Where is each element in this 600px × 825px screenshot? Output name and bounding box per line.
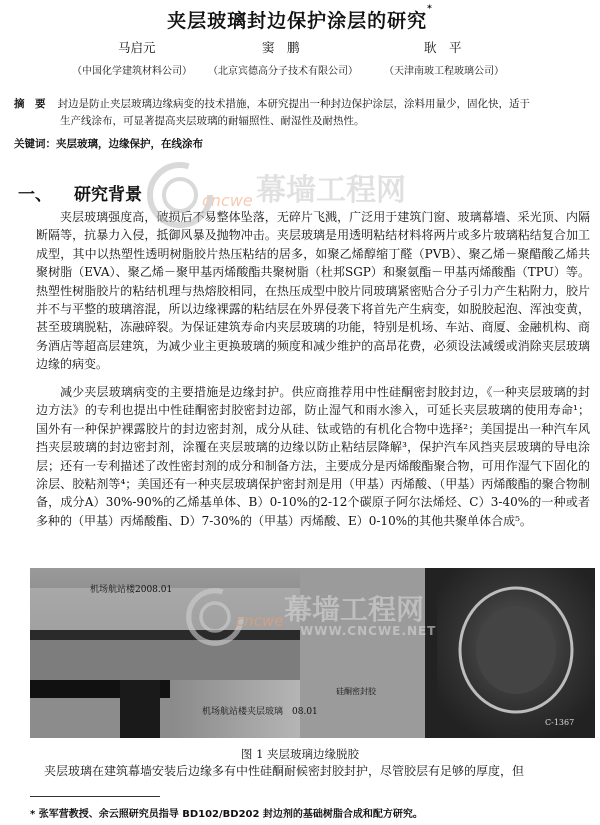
affiliation-1: （中国化学建筑材料公司） xyxy=(72,66,192,77)
watermark-brand: 幕墙工程网 xyxy=(256,173,406,208)
paragraph-3: 夹层玻璃在建筑幕墙安装后边缘多有中性硅酮耐候密封胶封护，尽管胶层有足够的厚度，但 xyxy=(44,764,525,778)
photo-3 xyxy=(300,568,595,738)
photo-2-label-b: 机场航站楼夹层玻璃 08.01 xyxy=(202,707,318,717)
watermark-logo-text: cncwe xyxy=(202,191,253,210)
keywords xyxy=(14,136,203,151)
keywords-text: 夹层玻璃，边缘保护，在线涂布 xyxy=(56,138,203,150)
watermark-logo-text-2: cncwe xyxy=(236,612,284,630)
author-3: 耿 平 xyxy=(424,40,462,55)
paper-title xyxy=(0,6,600,33)
watermark-brand-2: 幕墙工程网 xyxy=(284,593,425,626)
photo-3-label: C-1367 xyxy=(545,718,575,727)
section-number: 一、 xyxy=(18,185,52,205)
abstract-label: 摘 要 xyxy=(14,98,46,110)
abstract xyxy=(14,96,586,130)
abstract-line-2: 生产线涂布，可显著提高夹层玻璃的耐辐照性、耐湿性及耐热性。 xyxy=(60,115,365,127)
photo-2-label-a: 硅酮密封胶 xyxy=(336,687,376,696)
affiliation-2: （北京宾德高分子技术有限公司） xyxy=(208,66,358,77)
paragraph-1: 夹层玻璃强度高，破损后不易整体坠落，无碎片飞溅，广泛用于建筑门窗、玻璃幕墙、采光顶、内隔断隔等，抗暴力入侵，抵御风暴及抛物冲击。夹层玻璃是用透明粘结材料将两片或多片玻璃粘结复合加工成型，其中以热塑性透明树脂胶片热压粘结的居多，如聚乙烯醇缩丁醛（PVB）、聚乙烯－聚醋酸乙烯共聚树脂（EVA）、聚乙烯－聚甲基丙烯酸酯共聚树脂（杜邦SGP）和聚氨酯－甲基丙烯酸酯（TPU）等。热塑性树脂胶片的粘结机理与热熔胶相同，在热压成型中胶片同玻璃紧密贴合分子引力产生粘附力，胶片并不与平整的玻璃溶混，所以边缘裸露的粘结层在外界侵袭下将首先产生病变，如脱胶起泡、浑浊变黄，甚至玻璃脱粘，冻融碎裂。为保证建筑寿命内夹层玻璃的功能，特别是机场、车站、商厦、金融机构、商务酒店等超高层建筑，为减少业主更换玻璃的频度和减少维护的高昂花费，必须设法减缓或消除夹层玻璃边缘的病变。 xyxy=(36,210,590,372)
affiliation-3: （天津南玻工程玻璃公司） xyxy=(384,66,504,77)
figure-caption: 图 1 夹层玻璃边缘脱胶 xyxy=(240,747,360,761)
author-2: 窦 鹏 xyxy=(262,40,300,55)
abstract-line-1: 封边是防止夹层玻璃边缘病变的技术措施，本研究提出一种封边保护涂层，涂料用量少，固化快，适于 xyxy=(57,98,530,110)
section-heading xyxy=(18,180,142,205)
figure-photos xyxy=(30,568,595,738)
title-text: 夹层玻璃封边保护涂层的研究 xyxy=(167,10,428,32)
author-1: 马启元 xyxy=(118,40,156,55)
section-title: 研究背景 xyxy=(74,185,142,205)
paragraph-2: 减少夹层玻璃病变的主要措施是边缘封护。供应商推荐用中性硅酮密封胶封边，《一种夹层玻璃的封边方法》的专利也提出中性硅酮密封胶密封边部，防止湿气和雨水渗入，可延长夹层玻璃的使用寿命¹；国外有一种保护裸露胶片的封边密封剂，成分从硅、钛或锆的有机化合物中选择²；美国提出一种汽车风挡夹层玻璃的封边密封剂，涂覆在夹层玻璃的边缘以防止粘结层降解³，保护汽车风挡夹层玻璃的导电涂层；还有一专利描述了改性密封剂的成分和制备方法，主要成分是丙烯酸酯聚合物，可用作湿气下固化的涂层、胶粘剂等⁴；美国还有一种夹层玻璃保护密封剂是用（甲基）丙烯酸、（甲基）丙烯酸酯的聚合物制备，成分A）30%-90%的乙烯基单体、B）0-10%的2-12个碳原子阿尔法烯烃、C）3-40%的一种或者多种的（甲基）丙烯酸酯、D）7-30%的（甲基）丙烯酸、E）0-10%的其他共聚单体合成⁵。 xyxy=(36,385,590,528)
footnote-mark: * xyxy=(30,809,36,820)
footnote xyxy=(30,805,423,820)
keywords-label: 关键词： xyxy=(14,138,56,150)
photo-1-label: 机场航站楼2008.01 xyxy=(90,585,173,595)
watermark-url: WWW.CNCWE.NET xyxy=(300,624,437,638)
footnote-divider xyxy=(30,796,160,797)
title-footnote-mark: * xyxy=(427,4,433,14)
footnote-text: 张军营教授、余云照研究员指导 BD102/BD202 封边剂的基础树脂合成和配方研究。 xyxy=(38,809,423,820)
